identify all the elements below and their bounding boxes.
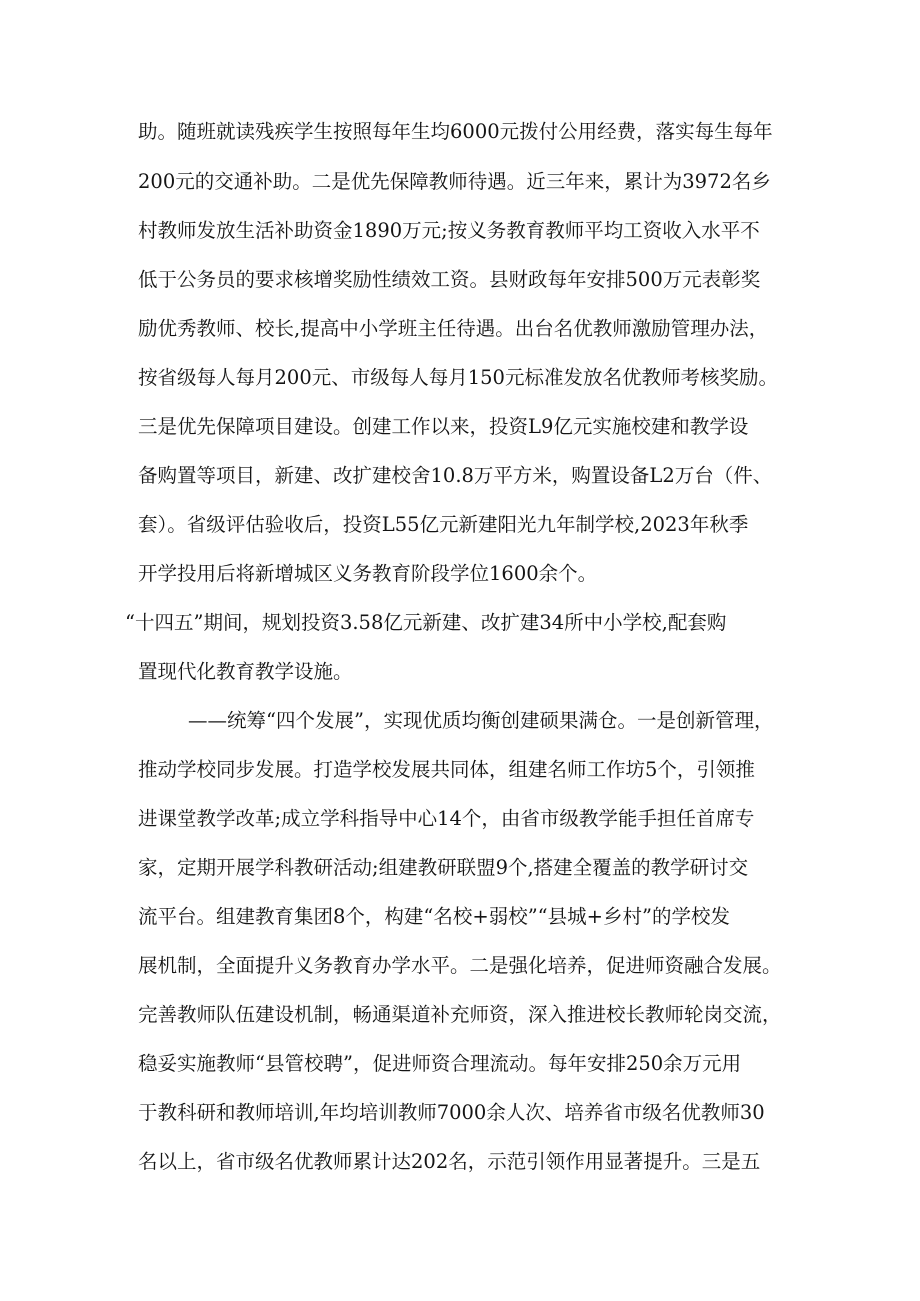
text-line: 进课堂教学改革;成立学科指导中心14个，由省市级教学能手担任首席专 bbox=[138, 807, 755, 830]
text-line: 于教科研和教师培训,年均培训教师7000余人次、培养省市级名优教师30 bbox=[138, 1101, 765, 1124]
text-line: 稳妥实施教师“县管校聘”，促进师资合理流动。每年安排250余万元用 bbox=[138, 1052, 742, 1075]
text-line: 三是优先保障项目建设。创建工作以来，投资L9亿元实施校建和教学设 bbox=[138, 415, 749, 438]
text-line: 套）。省级评估验收后，投资L55亿元新建阳光九年制学校,2023年秋季 bbox=[138, 513, 749, 536]
text-line: 展机制，全面提升义务教育办学水平。二是强化培养，促进师资融合发展。 bbox=[138, 954, 782, 977]
section-heading-line: ——统筹“四个发展”，实现优质均衡创建硕果满仓。一是创新管理， bbox=[188, 709, 774, 732]
text-line: 按省级每人每月200元、市级每人每月150元标准发放名优教师考核奖励。 bbox=[138, 366, 778, 389]
text-line: 开学投用后将新增城区义务教育阶段学位1600余个。 bbox=[138, 562, 598, 585]
text-line: 200元的交通补助。二是优先保障教师待遇。近三年来，累计为3972名乡 bbox=[138, 170, 771, 193]
text-line: 助。随班就读残疾学生按照每年生均6000元拨付公用经费，落实每生每年 bbox=[138, 120, 773, 143]
text-line: 推动学校同步发展。打造学校发展共同体，组建名师工作坊5个，引领推 bbox=[138, 758, 755, 781]
text-line: “十四五”期间，规划投资3.58亿元新建、改扩建34所中小学校,配套购 bbox=[125, 611, 727, 634]
text-line: 置现代化教育教学设施。 bbox=[138, 660, 353, 683]
text-line: 低于公务员的要求核增奖励性绩效工资。县财政每年安排500万元表彰奖 bbox=[138, 268, 761, 291]
text-line: 家，定期开展学科教研活动;组建教研联盟9个,搭建全覆盖的教学研讨交 bbox=[138, 856, 749, 879]
text-line: 完善教师队伍建设机制，畅通渠道补充师资，深入推进校长教师轮岗交流， bbox=[138, 1003, 782, 1026]
text-line: 流平台。组建教育集团8个，构建“名校+弱校”“县城+乡村”的学校发 bbox=[138, 905, 730, 928]
text-line: 励优秀教师、校长,提高中小学班主任待遇。出台名优教师激励管理办法， bbox=[138, 317, 769, 340]
text-line: 备购置等项目，新建、改扩建校舍10.8万平方米，购置设备L2万台（件、 bbox=[138, 464, 773, 487]
text-line: 名以上，省市级名优教师累计达202名，示范引领作用显著提升。三是五 bbox=[138, 1150, 761, 1173]
text-line: 村教师发放生活补助资金1890万元;按义务教育教师平均工资收入水平不 bbox=[138, 219, 760, 242]
